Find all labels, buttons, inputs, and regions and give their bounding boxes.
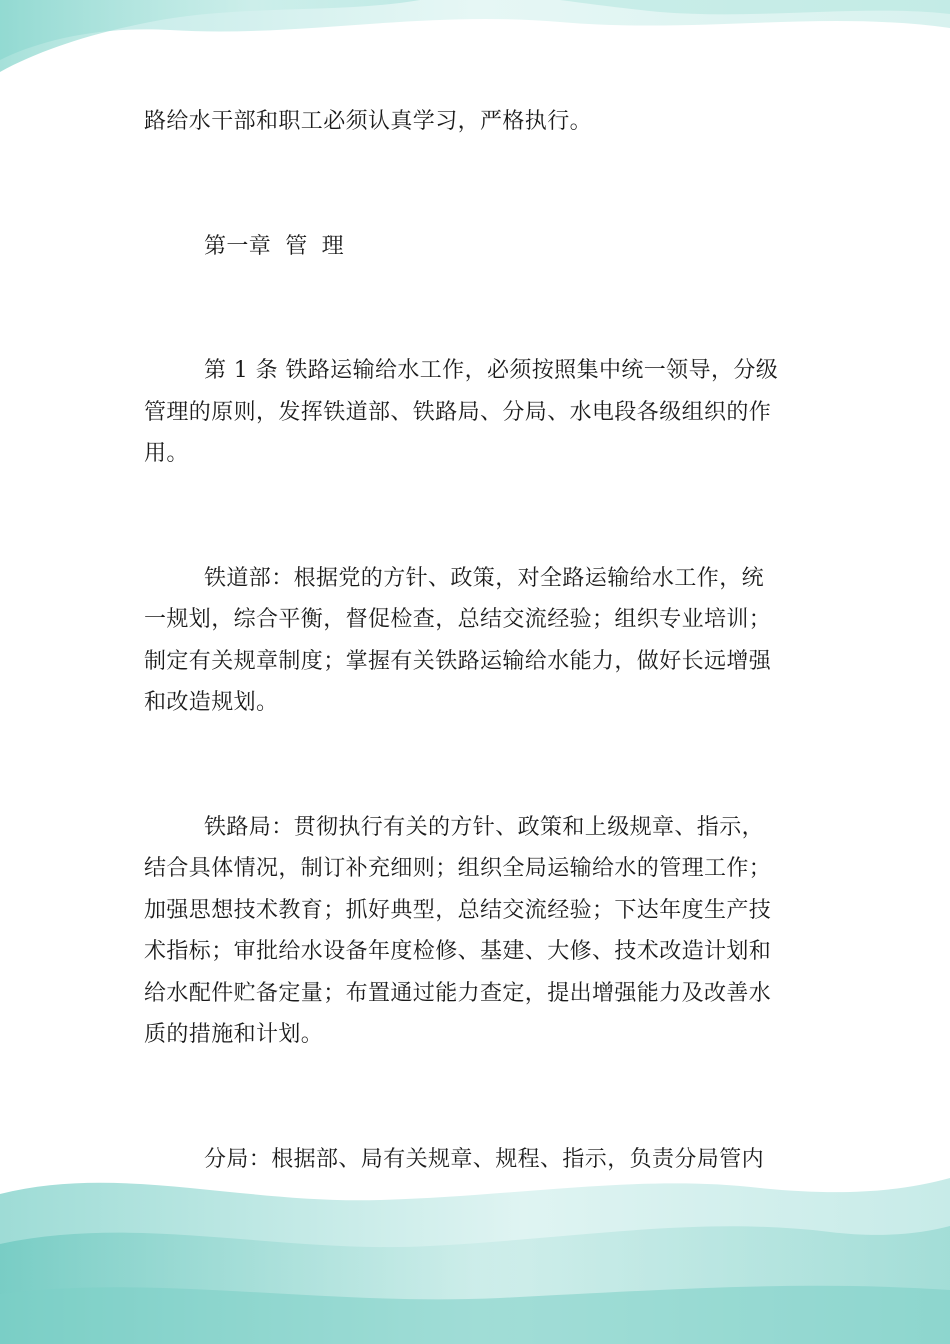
paragraph-ministry bbox=[144, 558, 814, 724]
text-line: 第 1 条 铁路运输给水工作，必须按照集中统一领导，分级 bbox=[204, 358, 779, 383]
text-line: 结合具体情况，制订补充细则；组织全局运输给水的管理工作； bbox=[144, 856, 772, 881]
paragraph-railway-bureau bbox=[144, 807, 814, 1056]
text-line: 铁道部：根据党的方针、政策，对全路运输给水工作，统 bbox=[204, 565, 765, 591]
chapter-number: 第一章 bbox=[204, 233, 272, 259]
text-line: 和改造规划。 bbox=[144, 690, 279, 715]
text-line: 分局：根据部、局有关规章、规程、指示，负责分局管内 bbox=[204, 1146, 765, 1172]
chapter-heading bbox=[144, 226, 814, 268]
text-line: 制定有关规章制度；掌握有关铁路运输给水能力，做好长远增强 bbox=[144, 648, 772, 674]
text-line: 用。 bbox=[144, 441, 189, 466]
text-line: 路给水干部和职工必须认真学习，严格执行。 bbox=[144, 109, 593, 134]
text-line: 铁路局：贯彻执行有关的方针、政策和上级规章、指示， bbox=[204, 814, 765, 840]
paragraph-continuation bbox=[144, 101, 814, 143]
paragraph-sub-bureau bbox=[144, 1139, 814, 1181]
text-line: 加强思想技术教育；抓好典型，总结交流经验；下达年度生产技 bbox=[144, 897, 772, 923]
text-line: 给水配件贮备定量；布置通过能力查定，提出增强能力及改善水 bbox=[144, 980, 772, 1006]
chapter-title-char-1: 管 bbox=[285, 233, 308, 259]
text-line: 质的措施和计划。 bbox=[144, 1022, 324, 1047]
top-wave-decoration bbox=[0, 0, 950, 110]
paragraph-article-1 bbox=[144, 350, 814, 475]
chapter-title-char-2: 理 bbox=[321, 233, 345, 259]
document-body bbox=[144, 101, 814, 1180]
text-line: 术指标；审批给水设备年度检修、基建、大修、技术改造计划和 bbox=[144, 939, 772, 964]
text-line: 管理的原则，发挥铁道部、铁路局、分局、水电段各级组织的作 bbox=[144, 399, 772, 425]
text-line: 一规划，综合平衡，督促检查，总结交流经验；组织专业培训； bbox=[144, 607, 772, 632]
